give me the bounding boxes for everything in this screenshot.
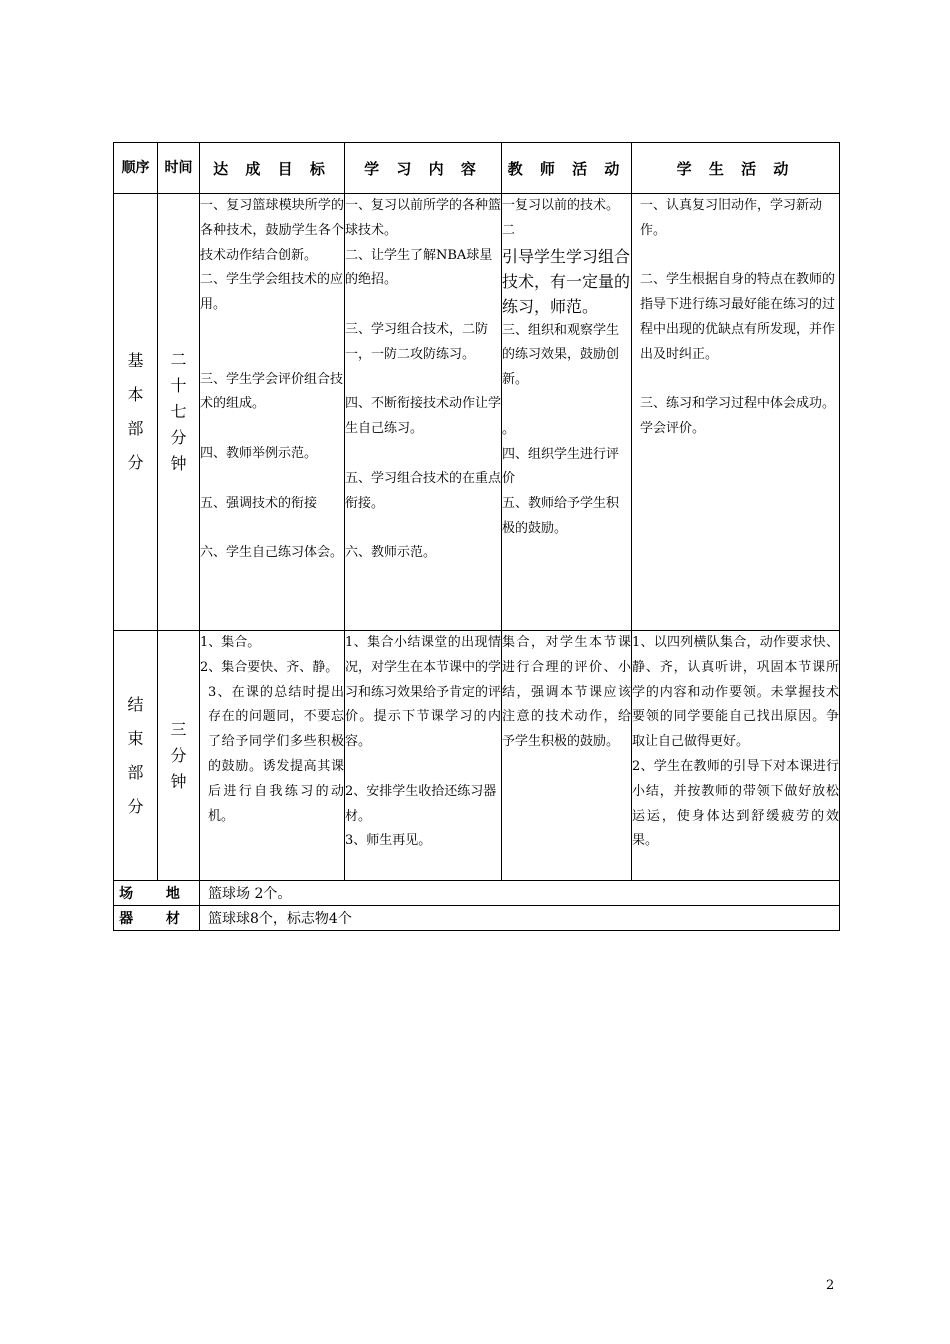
venue-row (114, 881, 840, 906)
goal-item: 五、强调技术的衔接 (200, 495, 318, 511)
goal-item: 3、在课的总结时提出存在的问题同，不要忘了给予同学们多些积极的鼓励。诱发提高其课后进行自我练习的动机。 (208, 684, 344, 824)
end-section-label: 结 束 部 分 (114, 631, 158, 881)
equipment-row (114, 906, 840, 931)
end-content-cell (345, 631, 502, 881)
basic-content-cell (345, 194, 502, 631)
teacher-item: 。 (502, 421, 516, 437)
goal-item: 六、学生自己练习体会。 (200, 545, 344, 561)
content-item: 1、集合小结课堂的出现情况，对学生在本节课中的学习和练习效果给予肯定的评价。提示下节课学习的内容。 (345, 635, 502, 750)
equipment-label: 器 材 (114, 906, 200, 931)
header-time: 时间 (158, 143, 200, 194)
student-item: 1、以四列横队集合，动作要求快、静、齐，认真听讲，巩固本节课所学的内容和动作要领。未掌握技术要领的同学要能自己找出原因。争取让自己做得更好。 (632, 635, 839, 750)
student-item: 二、学生根据自身的特点在教师的指导下进行练习最好能在练习的过程中出现的优缺点有所发现，并作出及时纠正。 (640, 272, 836, 362)
end-teacher-cell (502, 631, 632, 881)
header-content: 学 习 内 容 (345, 143, 502, 194)
content-item: 2、安排学生收拾还练习器材。 (345, 783, 497, 824)
content-item: 三、学习组合技术，二防一，一防二攻防练习。 (345, 321, 489, 362)
teacher-item: 引导学生学习组合技术，有一定量的练习，师范。 (502, 246, 631, 316)
end-goals-cell (200, 631, 345, 881)
venue-label: 场 地 (114, 881, 200, 906)
goal-item: 1、集合。 (200, 635, 261, 650)
header-order: 顺序 (114, 143, 158, 194)
goal-item: 一、复习篮球模块所学的各种技术，鼓励学生各个技术动作结合创新。 (200, 198, 344, 263)
basic-time-label: 二 十 七 分 钟 (158, 194, 200, 631)
header-teacher: 教 师 活 动 (502, 143, 632, 194)
end-time-label: 三 分 钟 (158, 631, 200, 881)
end-section-row (114, 631, 840, 881)
end-student-cell (632, 631, 840, 881)
basic-section-label: 基 本 部 分 (114, 194, 158, 631)
content-item: 五、学习组合技术的在重点衔接。 (345, 470, 502, 511)
equipment-value: 篮球球8个，标志物4个 (200, 906, 840, 931)
lesson-plan-table (113, 142, 840, 931)
student-item: 一、认真复习旧动作，学习新动作。 (640, 198, 823, 238)
teacher-item: 五、教师给予学生积极的鼓励。 (502, 496, 620, 536)
content-item: 3、师生再见。 (345, 833, 432, 849)
venue-value: 篮球场 2个。 (200, 881, 840, 906)
goal-item: 三、学生学会评价组合技术的组成。 (200, 371, 344, 412)
basic-student-cell (632, 194, 840, 631)
teacher-item: 三、组织和观察学生的练习效果，鼓励创新。 (502, 322, 620, 388)
content-item: 二、让学生了解NBA球星的绝招。 (345, 247, 493, 288)
teacher-item: 四、组织学生进行评价 (502, 446, 620, 487)
goal-item: 四、教师举例示范。 (200, 445, 318, 461)
teacher-item: 二 (502, 222, 516, 238)
basic-section-row (114, 194, 840, 631)
basic-teacher-cell (502, 194, 632, 631)
student-item: 2、学生在教师的引导下对本课进行小结，并按教师的带领下做好放松运运，使身体达到舒缓疲劳的效果。 (632, 758, 839, 849)
content-item: 六、教师示范。 (345, 545, 437, 561)
teacher-item: 集合，对学生本节课进行合理的评价、小结，强调本节课应该注意的技术动作，给予学生积极的鼓励。 (502, 635, 631, 750)
basic-goals-cell (200, 194, 345, 631)
content-item: 一、复习以前所学的各种篮球技术。 (345, 198, 502, 238)
header-student: 学 生 活 动 (632, 143, 840, 194)
header-row (114, 143, 840, 194)
goal-item: 二、学生学会组技术的应用。 (200, 272, 344, 313)
teacher-item: 一复习以前的技术。 (502, 198, 620, 213)
page-number: 2 (826, 1278, 835, 1293)
header-goals: 达 成 目 标 (200, 143, 345, 194)
goal-item: 2、集合要快、齐、静。 (200, 659, 339, 675)
content-item: 四、不断衔接技术动作让学生自己练习。 (345, 396, 502, 437)
student-item: 三、练习和学习过程中体会成功。学会评价。 (640, 396, 836, 437)
